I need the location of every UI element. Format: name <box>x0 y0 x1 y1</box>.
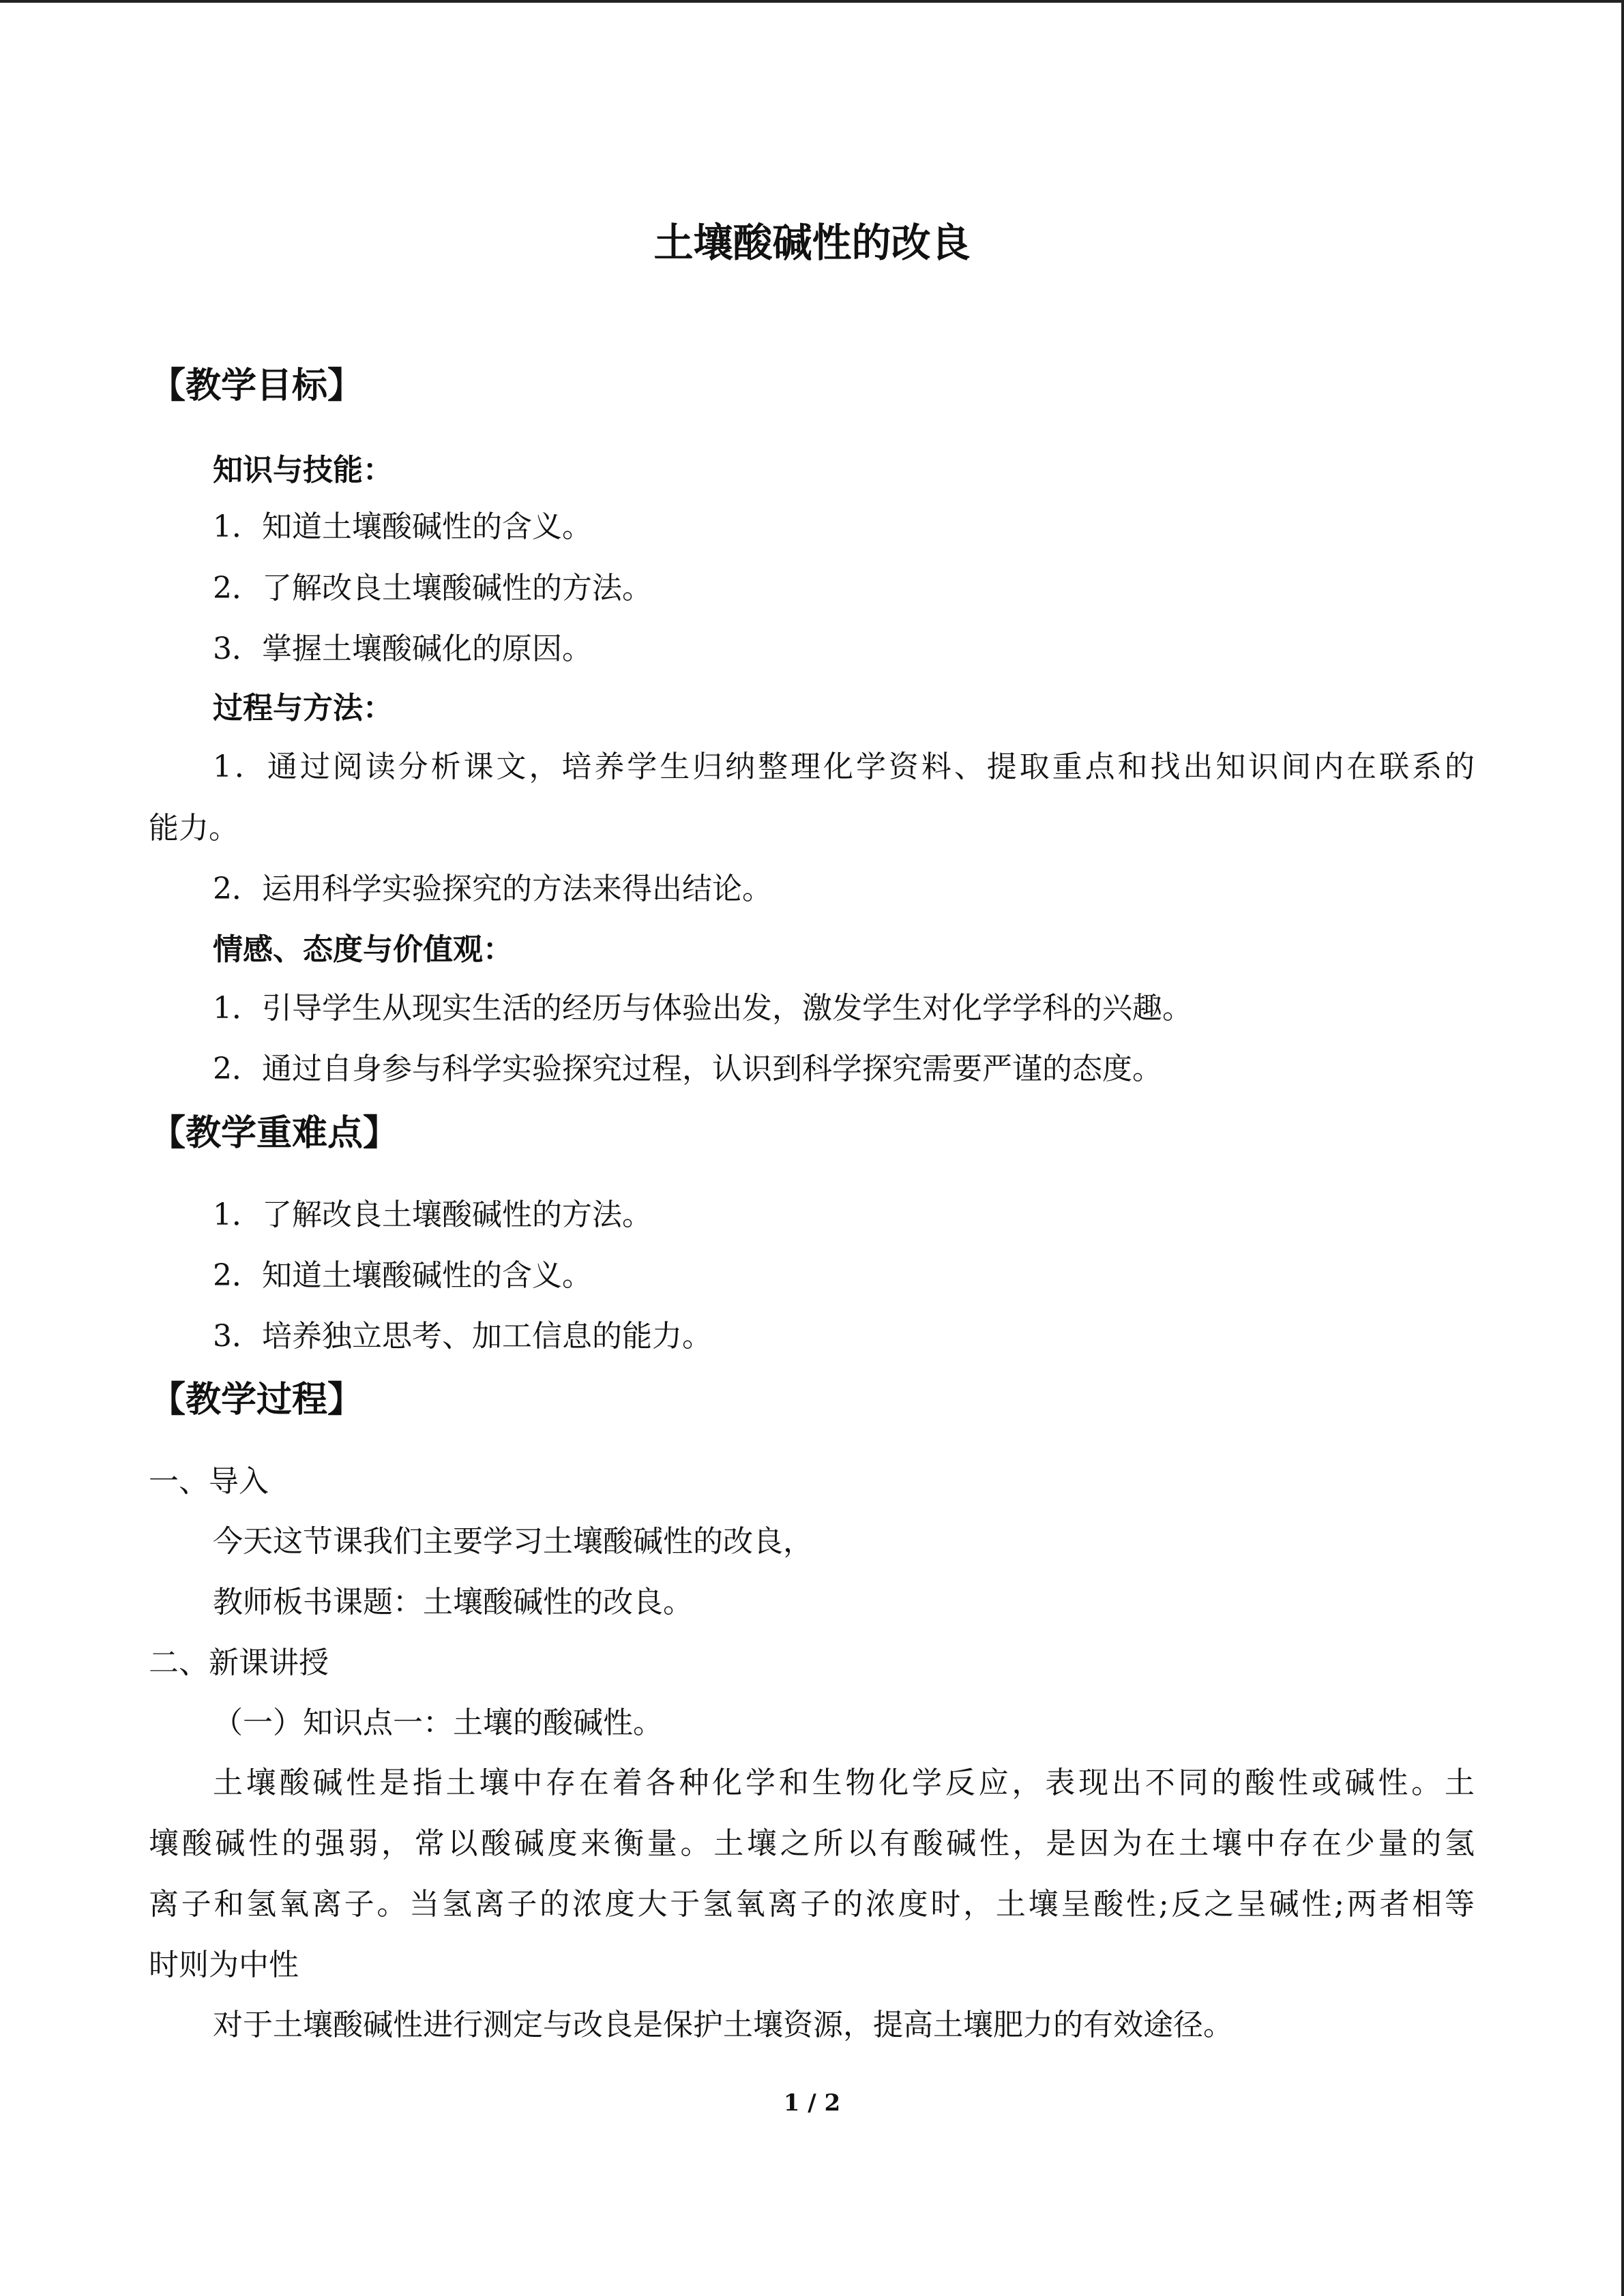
part1-line-1: 今天这节课我们主要学习土壤酸碱性的改良， <box>213 1524 813 1559</box>
page-title: 土壤酸碱性的改良 <box>653 220 971 266</box>
part2-label: 二、新课讲授 <box>149 1645 329 1680</box>
heading-key-points: 【教学重难点】 <box>150 1113 399 1154</box>
para1-line-4: 时则为中性 <box>149 1948 299 1982</box>
knowledge-item-1: 1．知道土壤酸碱性的含义。 <box>213 509 592 544</box>
part2-subpoint: （一）知识点一：土壤的酸碱性。 <box>213 1705 663 1740</box>
emotion-item-1: 1．引导学生从现实生活的经历与体验出发，激发学生对化学学科的兴趣。 <box>213 991 1192 1026</box>
process-item-1-line-2: 能力。 <box>149 811 239 846</box>
knowledge-item-2: 2．了解改良土壤酸碱性的方法。 <box>213 571 652 606</box>
part1-label: 一、导入 <box>149 1464 269 1499</box>
emotion-item-2: 2．通过自身参与科学实验探究过程，认识到科学探究需要严谨的态度。 <box>213 1052 1162 1086</box>
label-process-methods: 过程与方法： <box>213 691 393 726</box>
heading-objectives: 【教学目标】 <box>150 366 364 406</box>
key-point-3: 3．培养独立思考、加工信息的能力。 <box>213 1319 712 1354</box>
key-point-1: 1．了解改良土壤酸碱性的方法。 <box>213 1197 652 1232</box>
part1-line-2: 教师板书课题：土壤酸碱性的改良。 <box>213 1585 693 1620</box>
label-knowledge-skills: 知识与技能： <box>213 453 393 488</box>
key-point-2: 2．知道土壤酸碱性的含义。 <box>213 1258 592 1293</box>
page-border-right <box>1621 0 1624 2296</box>
para1-line-1: 土壤酸碱性是指土壤中存在着各种化学和生物化学反应，表现出不同的酸性或碱性。土 <box>213 1765 1475 1800</box>
para1-line-3: 离子和氢氧离子。当氢离子的浓度大于氢氧离子的浓度时，土壤呈酸性;反之呈碱性;两者相等 <box>149 1887 1475 1922</box>
process-item-1-line-1: 1．通过阅读分析课文，培养学生归纳整理化学资料、提取重点和找出知识间内在联系的 <box>213 749 1475 784</box>
page-border-top <box>0 0 1624 3</box>
para2: 对于土壤酸碱性进行测定与改良是保护土壤资源，提高土壤肥力的有效途径。 <box>213 2008 1233 2042</box>
heading-teaching-process: 【教学过程】 <box>150 1380 364 1420</box>
process-item-2: 2．运用科学实验探究的方法来得出结论。 <box>213 871 772 906</box>
para1-line-2: 壤酸碱性的强弱，常以酸碱度来衡量。土壤之所以有酸碱性，是因为在土壤中存在少量的氢 <box>149 1826 1475 1861</box>
label-emotion-values: 情感、态度与价值观： <box>213 932 513 967</box>
knowledge-item-3: 3．掌握土壤酸碱化的原因。 <box>213 631 592 666</box>
page-number: 1 / 2 <box>783 2089 841 2117</box>
